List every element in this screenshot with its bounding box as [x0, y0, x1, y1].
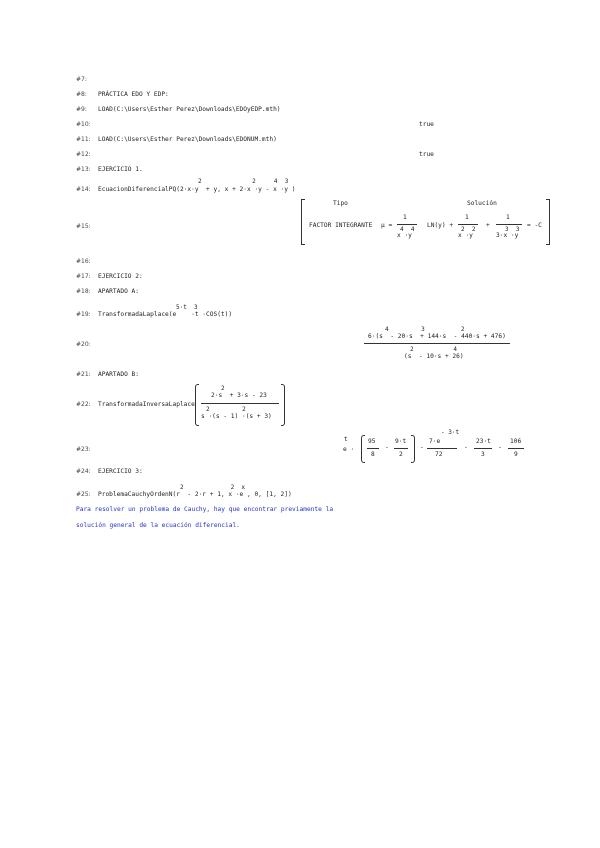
line-number: #15: — [76, 223, 91, 230]
minus-sign: - — [420, 444, 424, 451]
line-number: #18: — [76, 288, 91, 295]
left-paren — [361, 435, 365, 463]
ln-term: LN(y) + — [427, 222, 454, 229]
fraction-bar — [427, 448, 457, 449]
exponent-row: 2 — [221, 385, 225, 392]
expression-text[interactable]: EcuacionDiferencialPQ(2·x·y + y, x + 2·x ·y - x ·y ) — [98, 186, 296, 193]
line-number: #12: — [76, 151, 91, 158]
line-number: #20: — [76, 341, 91, 348]
left-paren — [195, 384, 199, 426]
line-number: #25: — [76, 491, 91, 498]
fraction-numerator: 7·e — [429, 438, 441, 445]
expression-text[interactable]: ProblemaCauchyOrdenN(r - 2·r + 1, x ·e , 0, [1, 2]) — [98, 491, 292, 498]
fraction-bar — [474, 448, 492, 449]
expression-text[interactable]: TransformadaInversaLaplace — [98, 401, 195, 408]
fraction-denominator: x ·y — [397, 232, 412, 239]
inverse-laplace-result[interactable] — [343, 428, 533, 464]
expression-text[interactable]: APARTADO B: — [98, 371, 139, 378]
exponent-row: 2 2 x — [180, 484, 246, 491]
mu-label: μ = — [381, 222, 393, 229]
line-number: #21: — [76, 371, 91, 378]
fraction-numerator: 1 — [403, 214, 407, 221]
line-number: #11: — [76, 136, 91, 143]
exponent-row: 5·t 3 — [176, 304, 198, 311]
fraction-numerator: 2·s + 3·s - 23 — [211, 392, 267, 399]
exp-factor: e · — [343, 446, 355, 453]
exponent-row: 3 3 — [505, 226, 520, 233]
exponent-row: 2 2 — [461, 226, 476, 233]
line-number: #17: — [76, 273, 91, 280]
plus-sign: + — [486, 222, 490, 229]
fraction-denominator: 8 — [371, 451, 375, 458]
minus-sign: - — [385, 444, 389, 451]
fraction-bar — [364, 343, 510, 344]
fraction-denominator: 2 — [399, 451, 403, 458]
expression-text[interactable]: TransformadaLaplace(e ·t ·COS(t)) — [98, 311, 233, 318]
fraction-numerator: 1 — [465, 214, 469, 221]
header-solucion: Solución — [467, 200, 497, 207]
note-text[interactable]: solución general de la ecuación diferencial. — [76, 522, 240, 529]
minus-sign: - — [464, 444, 468, 451]
fraction-numerator: 106 — [510, 438, 522, 445]
output-value[interactable]: true — [419, 121, 434, 128]
fraction-numerator: 6·(s - 20·s + 144·s - 440·s + 476) — [368, 333, 506, 340]
fraction-denominator: x ·y — [458, 232, 473, 239]
fraction-numerator: 9·t — [395, 438, 407, 445]
fraction-denominator: 3·x ·y — [496, 232, 519, 239]
fraction-denominator: 72 — [435, 451, 443, 458]
fraction-bar — [458, 224, 478, 225]
expression-text[interactable]: EJERCICIO 1. — [98, 166, 143, 173]
line-number: #24: — [76, 468, 91, 475]
line-number: #8: — [76, 91, 87, 98]
line-number: #14: — [76, 186, 91, 193]
fraction-numerator: 23·t — [476, 438, 491, 445]
fraction-numerator: 1 — [506, 214, 510, 221]
expression-text[interactable]: EJERCICIO 2: — [98, 273, 143, 280]
exponent-row: 2 2 4 3 — [198, 178, 289, 185]
note-text[interactable]: Para resolver un problema de Cauchy, hay que encontrar previamente la — [76, 506, 334, 513]
equals-term: = -C — [527, 222, 542, 229]
fraction-denominator: 9 — [514, 451, 518, 458]
expression-text[interactable]: EJERCICIO 3: — [98, 468, 143, 475]
exponent-row: 2 2 — [206, 406, 246, 413]
inverse-laplace-argument[interactable] — [195, 384, 285, 426]
fraction-bar — [367, 448, 379, 449]
expression-text[interactable]: LOAD(C:\Users\Esther Perez\Downloads\EDOyEDP.mth) — [98, 106, 281, 113]
fraction-bar — [496, 224, 522, 225]
line-number: #23: — [76, 446, 91, 453]
exponent-row: 2 4 — [410, 346, 457, 353]
exponent-row: - 3·t — [441, 429, 460, 436]
line-number: #10: — [76, 121, 91, 128]
fraction-numerator: 95 — [368, 438, 376, 445]
line-number: #7: — [76, 76, 87, 83]
fraction-bar — [394, 448, 408, 449]
line-number: #19: — [76, 311, 91, 318]
line-number: #16: — [76, 258, 91, 265]
right-paren — [281, 384, 285, 426]
right-paren — [411, 435, 415, 463]
fraction-denominator: (s - 10·s + 26) — [404, 353, 464, 360]
minus-sign: - — [498, 444, 502, 451]
line-number: #22: — [76, 401, 91, 408]
fraction-denominator: 3 — [481, 451, 485, 458]
line-number: #13: — [76, 166, 91, 173]
output-value[interactable]: true — [419, 151, 434, 158]
expression-text[interactable]: PRÁCTICA EDO Y EDP: — [98, 91, 169, 98]
fraction-denominator: s ·(s - 1) ·(s + 3) — [201, 413, 272, 420]
method-type: FACTOR INTEGRANTE — [309, 222, 373, 229]
fraction-bar — [508, 448, 524, 449]
expression-text[interactable]: LOAD(C:\Users\Esther Perez\Downloads\EDONUM.mth) — [98, 136, 277, 143]
fraction-bar — [397, 224, 417, 225]
fraction-bar — [201, 403, 279, 404]
laplace-result[interactable] — [364, 326, 510, 366]
solution-matrix[interactable] — [301, 199, 550, 245]
line-number: #9: — [76, 106, 87, 113]
header-tipo: Tipo — [333, 200, 348, 207]
exponent-row: 4 4 — [400, 226, 415, 233]
exponent-row: t — [344, 436, 348, 443]
exponent-row: 4 3 2 — [385, 326, 465, 333]
expression-text[interactable]: APARTADO A: — [98, 288, 139, 295]
left-bracket — [301, 199, 305, 245]
right-bracket — [546, 199, 550, 245]
